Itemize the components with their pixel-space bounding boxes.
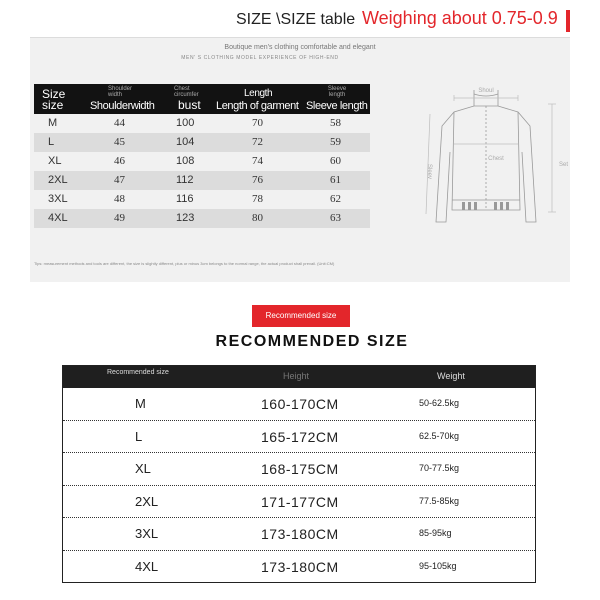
label-chest: Chest — [488, 156, 504, 162]
cell-height: 160-170CM — [261, 396, 339, 412]
cell-length: 72 — [252, 136, 263, 148]
cell-height: 165-172CM — [261, 428, 339, 445]
size-table-header — [34, 84, 370, 114]
cell-length: 76 — [252, 174, 263, 186]
header-weight: Weight — [437, 371, 465, 381]
recommended-badge: Recommended size — [252, 305, 350, 327]
cell-sleeve: 58 — [330, 117, 341, 129]
table-row — [34, 133, 370, 152]
label-length: Set — [559, 162, 569, 168]
header-size: Size size — [42, 87, 66, 112]
cell-size: 4XL — [48, 212, 68, 224]
size-chart-header — [30, 4, 570, 38]
cell-shoulder: 49 — [114, 212, 125, 224]
cell-sleeve: 63 — [330, 212, 341, 224]
accent-stripe — [566, 10, 570, 32]
table-row — [34, 190, 370, 209]
table-row — [63, 421, 535, 454]
cell-height: 173-180CM — [261, 526, 339, 543]
tips-note: Tips: measurement methods and tools are different, the size is slightly different, plus or minus 3cm belongs to the normal range, the actual product shall prevail. (Unit:CM) — [34, 261, 335, 266]
size-table-body — [34, 114, 370, 228]
size-chart-panel — [30, 4, 570, 282]
recommended-table — [62, 365, 536, 583]
cell-sleeve: 59 — [330, 136, 341, 148]
table-row — [34, 114, 370, 133]
cell-length: 70 — [252, 117, 263, 129]
cell-weight: 77.5-85kg — [419, 495, 460, 506]
header-shoulder: Shoulder width Shoulderwidth — [90, 86, 155, 112]
cell-bust: 123 — [176, 212, 195, 224]
weight-note: Weighing about 0.75-0.9 — [362, 8, 558, 28]
header-chest: Chest circumfer bust — [174, 86, 201, 112]
cell-sleeve: 62 — [330, 193, 341, 205]
recommended-body — [63, 388, 535, 584]
cell-weight: 85-95kg — [419, 528, 452, 539]
cell-sleeve: 60 — [330, 155, 341, 167]
cell-bust: 116 — [176, 193, 194, 205]
cell-shoulder: 44 — [114, 117, 125, 129]
cell-size: 3XL — [48, 193, 68, 205]
cell-bust: 112 — [176, 174, 194, 186]
size-chart-title: SIZE \SIZE table — [236, 11, 356, 28]
label-shoulder: Shoul — [478, 88, 494, 94]
cell-bust: 108 — [176, 155, 195, 167]
table-row — [63, 551, 535, 584]
cell-height: 168-175CM — [261, 461, 339, 478]
cell-weight: 95-105kg — [419, 560, 457, 571]
header-sleeve: Sleeve length Sleeve length — [306, 86, 368, 112]
cell-size: L — [135, 428, 143, 444]
recommended-title: RECOMMENDED SIZE — [215, 333, 409, 350]
cell-weight: 50-62.5kg — [419, 398, 460, 408]
cell-shoulder: 47 — [114, 174, 125, 186]
table-row — [34, 171, 370, 190]
cell-shoulder: 48 — [114, 193, 125, 205]
header-height: Height — [283, 371, 310, 381]
cell-bust: 104 — [176, 136, 195, 148]
cell-shoulder: 46 — [114, 155, 125, 167]
cell-bust: 100 — [176, 117, 195, 129]
cell-length: 78 — [252, 193, 263, 205]
cell-height: 171-177CM — [261, 493, 339, 510]
tagline-sub: MEN' S CLOTHING MODEL EXPERIENCE OF HIGH-END — [181, 55, 339, 61]
cell-height: 173-180CM — [261, 558, 339, 575]
tagline: Boutique men's clothing comfortable and elegant — [224, 44, 376, 51]
garment-diagram — [402, 82, 570, 232]
cell-size: 4XL — [135, 558, 159, 574]
cell-size: L — [48, 136, 55, 148]
cell-length: 80 — [252, 212, 263, 224]
cell-size: M — [135, 396, 146, 411]
cell-size: XL — [48, 155, 62, 167]
cell-sleeve: 61 — [330, 174, 341, 186]
table-row — [63, 518, 535, 551]
table-row — [34, 209, 370, 228]
header-length: Length Length of garment — [216, 88, 299, 112]
cell-weight: 70-77.5kg — [419, 463, 460, 474]
recommended-header — [63, 366, 535, 388]
table-row — [63, 388, 535, 421]
table-row — [63, 453, 535, 486]
cell-size: M — [48, 117, 58, 129]
cell-size: 2XL — [135, 493, 159, 509]
cell-size: 2XL — [48, 174, 68, 186]
cell-length: 74 — [252, 155, 263, 167]
cell-shoulder: 45 — [114, 136, 125, 148]
table-row — [34, 152, 370, 171]
header-recommended-size: Recommended size — [107, 369, 169, 376]
label-sleeve: Sleev — [426, 164, 432, 180]
cell-size: XL — [135, 461, 151, 477]
table-row — [63, 486, 535, 519]
size-table — [34, 84, 370, 228]
cell-size: 3XL — [135, 526, 159, 542]
cell-weight: 62.5-70kg — [419, 430, 460, 441]
